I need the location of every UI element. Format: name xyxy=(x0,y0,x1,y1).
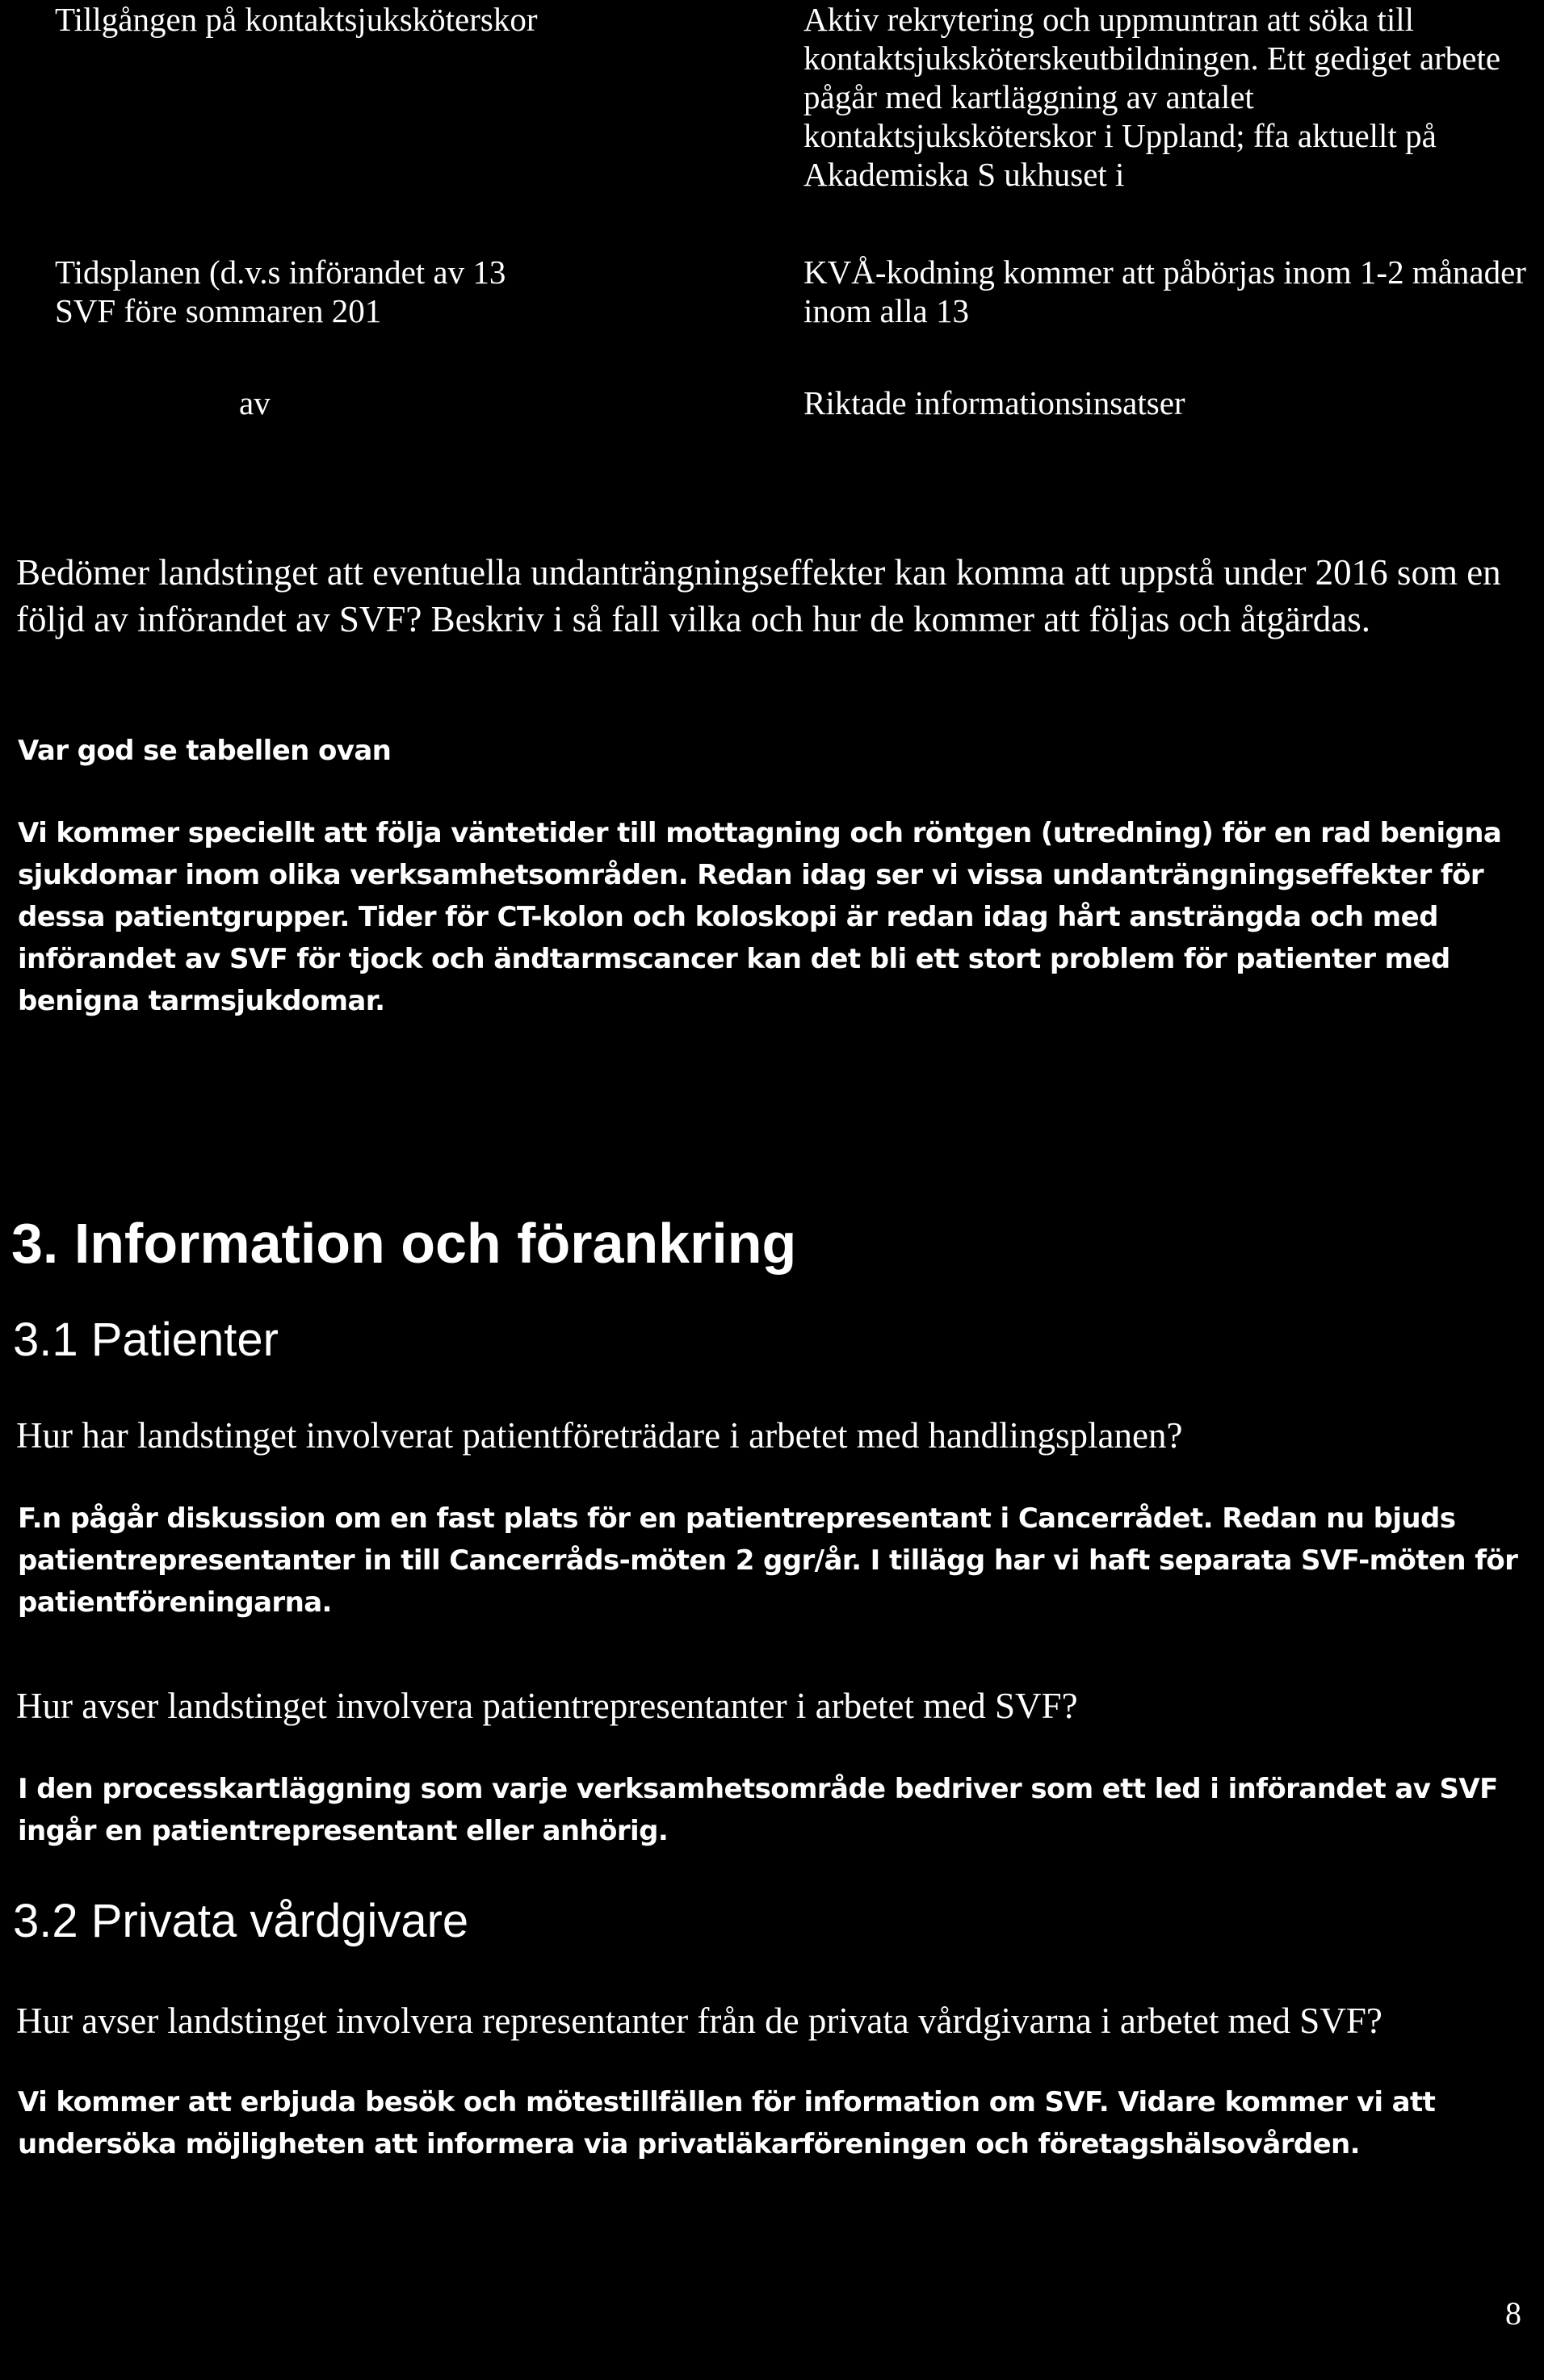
subsection-heading-patienter: 3.1 Patienter xyxy=(13,1314,279,1366)
subsection-heading-privata: 3.2 Privata vårdgivare xyxy=(13,1895,469,1947)
table-row-2-right: KVÅ-kodning kommer att påbörjas inom 1-2 månader inom alla 13 xyxy=(803,254,1526,329)
private-question: Hur avser landstinget involvera representanter från de privata vårdgivarna i arbetet med SVF? xyxy=(16,2001,1382,2041)
table-row-1-left: Tillgången på kontaktsjuksköterskor xyxy=(55,1,538,38)
patient-question-1: Hur har landstinget involverat patientföreträdare i arbetet med handlingsplanen? xyxy=(16,1415,1183,1456)
patient-question-2: Hur avser landstinget involvera patientrepresentanter i arbetet med SVF? xyxy=(16,1686,1078,1726)
table-row-3-left: av xyxy=(239,384,271,421)
section-heading-information: 3. Information och förankring xyxy=(11,1212,797,1275)
patient-answer-1: F.n pågår diskussion om en fast plats för en patientrepresentant i Cancerrådet. Redan nu bjuds patientrepresentanter in till Cancerråds-möten 2 ggr/år. I tillägg har vi haft separata SVF-möten för patientföreningarna. xyxy=(18,1502,1518,1619)
table-row-3-right: Riktade informationsinsatser xyxy=(803,384,1185,421)
table-row-2-left: Tidsplanen (d.v.s införandet av 13 SVF före sommaren 201 xyxy=(55,254,506,329)
patient-answer-2: I den processkartläggning som varje verksamhetsområde bedriver som ett led i införandet av SVF ingår en patientrepresentant eller anhörig. xyxy=(18,1773,1498,1847)
displacement-question: Bedömer landstinget att eventuella undanträngningseffekter kan komma att uppstå under 2016 som en följd av införandet av SVF? Beskriv i så fall vilka och hur de kommer att följas och åtgärdas. xyxy=(16,552,1501,639)
page-number: 8 xyxy=(1505,2295,1521,2332)
table-row-1-right: Aktiv rekrytering och uppmuntran att söka till kontaktsjuksköterskeutbildningen. Ett gediget arbete pågår med kartläggning av antalet kontaktsjuksköterskor i Uppland; ffa aktuellt på Akademiska S ukhuset i xyxy=(803,1,1501,193)
displacement-answer-detail: Vi kommer speciellt att följa väntetider till mottagning och röntgen (utredning) för en rad benigna sjukdomar inom olika verksamhetsområden. Redan idag ser vi vissa undanträngningseffekter för dessa patientgrupper. Tider för CT-kolon och koloskopi är redan idag hårt ansträngda och med införandet av SVF för tjock och ändtarmscancer kan det bli ett stort problem för patienter med benigna tarmsjukdomar. xyxy=(18,817,1502,1017)
private-answer: Vi kommer att erbjuda besök och mötestillfällen för information om SVF. Vidare kommer vi att undersöka möjligheten att informera via privatläkarföreningen och företagshälsovården. xyxy=(18,2086,1436,2160)
displacement-answer-ref: Var god se tabellen ovan xyxy=(18,735,392,767)
